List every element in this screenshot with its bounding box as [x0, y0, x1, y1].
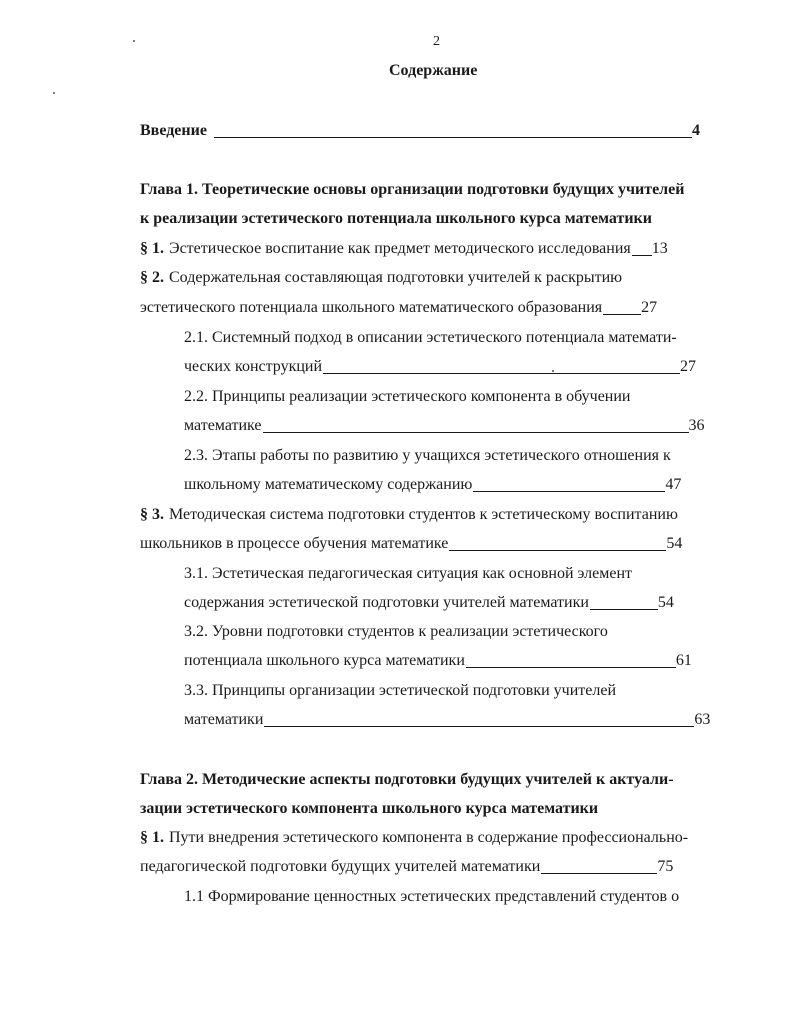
toc-page-number: 27 — [680, 358, 697, 375]
scan-speck — [53, 92, 55, 94]
leader-line — [323, 358, 680, 374]
leader-line — [449, 535, 666, 551]
toc-entry-continuation: содержания эстетической подготовки учителей математики 54 — [184, 594, 674, 611]
toc-entry-continuation: математики 63 — [184, 711, 711, 728]
toc-entry-subsection: 3.3. Принципы организации эстетической подготовки учителей — [184, 682, 617, 699]
toc-page-number: 36 — [688, 417, 705, 434]
toc-entry-label: Введение — [140, 122, 207, 139]
toc-entry-continuation: педагогической подготовки будущих учителей математики 75 — [140, 858, 674, 875]
leader-line — [632, 240, 652, 256]
section-number: § 2. — [140, 269, 164, 286]
toc-entry-section: § 3. Методическая система подготовки студентов к эстетическому воспитанию — [140, 506, 678, 523]
section-number: § 1. — [140, 829, 164, 846]
toc-entry-subsection: 2.1. Системный подход в описании эстетического потенциала математи- — [184, 329, 677, 346]
leader-line — [263, 417, 689, 433]
toc-page-number: 63 — [694, 711, 711, 728]
section-number: § 3. — [140, 506, 164, 523]
toc-chapter-heading: Глава 1. Теоретические основы организации подготовки будущих учителей — [140, 181, 685, 198]
toc-page-number: 27 — [641, 299, 658, 316]
toc-entry-subsection: 3.1. Эстетическая педагогическая ситуация как основной элемент — [184, 565, 632, 582]
toc-page-number: 54 — [657, 594, 674, 611]
toc-page-number: 47 — [665, 476, 682, 493]
toc-entry-subsection: 2.3. Этапы работы по развитию у учащихся эстетического отношения к — [184, 447, 671, 464]
toc-entry-continuation: школьному математическому содержанию 47 — [184, 476, 682, 493]
toc-page-number: 54 — [666, 535, 683, 552]
toc-page-number: 75 — [657, 858, 674, 875]
toc-page-number: 61 — [675, 652, 692, 669]
toc-page-number: 4 — [691, 122, 700, 139]
leader-line — [603, 299, 641, 315]
toc-entry-continuation: потенциала школьного курса математики 61 — [184, 652, 692, 669]
toc-entry-intro — [140, 121, 700, 141]
section-number: § 1. — [140, 240, 164, 257]
toc-entry-section: § 2. Содержательная составляющая подготовки учителей к раскрытию — [140, 269, 623, 286]
page-title: Содержание — [389, 62, 478, 79]
document-page: 2 Содержание Введение 4 Глава 1. Теоретические основы организации подготовки будущих учителей к реализации эстетического потенциала школьного курса математики § 1. Эстетическое воспитание как предмет методического исследования 13 § 2. Содержательная составляющая подготовки учителей к раскрытию эстетического потенциала школьного математического образования 27 2.1. Системный подход в описании эстетического потенциала математи- ческих конструкций 27 2.2. Принципы реализации эстетического компонента в обучении математике 36 2.3. Этапы работы по развитию у учащихся эстетического отношения к школьному математическому содержанию 47 § 3. Методическая система подготовки студентов к эстетическому воспитанию школьников в процессе обучения математике 54 3.1. Эстетическая педагогическая ситуация как основной элемент содержания эстетической подготовки учителей математики 54 3.2. Уровни подготовки студентов к реализации эстетического потенциала школьного курса математики 61 3.3. Принципы организации эстетической подготовки учителей математики 63 Глава 2. Методические аспекты подготовки будущих учителей к актуали- зации эстетического компонента школьного курса математики § 1. Пути внедрения эстетического компонента в содержание профессионально- педагогической подготовки будущих учителей математики 75 1.1 Формирование ценностных эстетических представлений студентов о — [0, 0, 793, 1020]
toc-entry-continuation: эстетического потенциала школьного математического образования 27 — [140, 299, 658, 316]
toc-chapter-heading: Глава 2. Методические аспекты подготовки будущих учителей к актуали- — [140, 771, 674, 788]
scan-speck — [133, 40, 135, 42]
toc-chapter-heading: к реализации эстетического потенциала школьного курса математики — [140, 210, 652, 227]
leader-line — [214, 122, 692, 138]
toc-page-number: 13 — [651, 240, 668, 257]
leader-line — [541, 858, 657, 874]
leader-line — [473, 476, 665, 492]
toc-entry-subsection: 3.2. Уровни подготовки студентов к реализации эстетического — [184, 623, 608, 640]
leader-line — [264, 711, 694, 727]
leader-line — [466, 652, 676, 668]
toc-chapter-heading: зации эстетического компонента школьного курса математики — [140, 800, 599, 817]
toc-entry-subsection: 2.2. Принципы реализации эстетического компонента в обучении — [184, 388, 631, 405]
toc-entry-section: § 1. Пути внедрения эстетического компонента в содержание профессионально- — [140, 829, 689, 846]
toc-entry-continuation: ческих конструкций 27 — [184, 358, 697, 375]
toc-entry-continuation: школьников в процессе обучения математике 54 — [140, 535, 683, 552]
leader-line — [590, 594, 658, 610]
toc-entry-subsection: 1.1 Формирование ценностных эстетических представлений студентов о — [184, 888, 680, 905]
toc-entry-section: § 1. Эстетическое воспитание как предмет методического исследования 13 — [140, 240, 668, 257]
toc-entry-continuation: математике 36 — [184, 417, 705, 434]
